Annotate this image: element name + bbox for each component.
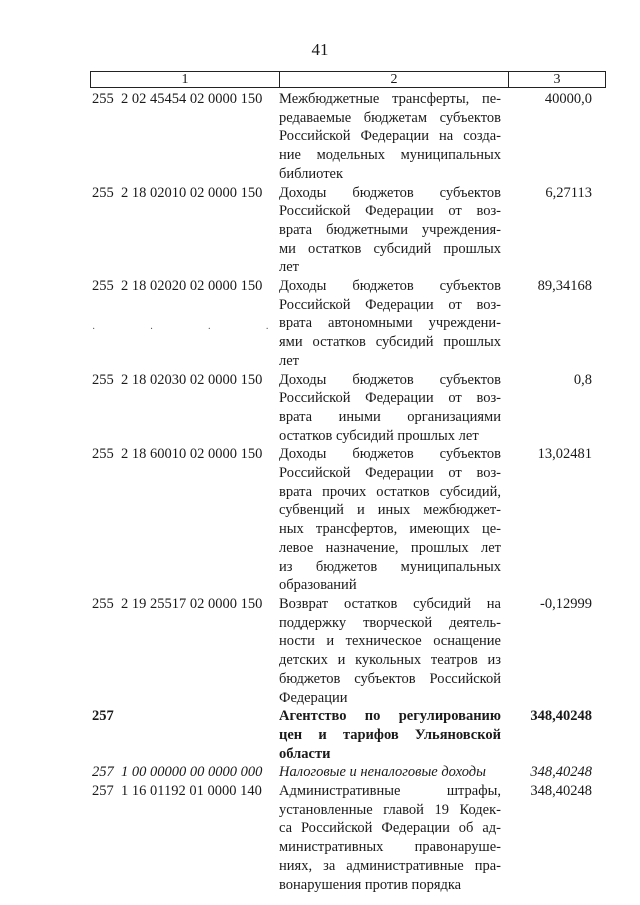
row-name-line: Российской Федерации на созда- (279, 128, 501, 145)
row-name-line: субвенций и иных межбюджет- (279, 502, 501, 519)
row-name-line: министративных правонаруше- (279, 839, 501, 856)
header-col-3: 3 (553, 72, 561, 87)
row-name-line: области (279, 745, 331, 762)
table-row (92, 782, 606, 894)
row-name-line: Доходы бюджетов субъектов (279, 278, 501, 295)
row-name-line: врата иными организациями (279, 408, 501, 425)
table-row (92, 277, 606, 371)
table-header (90, 71, 606, 88)
row-name-line: Российской Федерации от воз- (279, 390, 501, 407)
header-col-1: 1 (91, 72, 280, 87)
row-name-line: редаваемые бюджетам субъектов (279, 109, 501, 126)
page-number: 41 (311, 40, 329, 59)
row-name-line: врата прочих остатков субсидий, (279, 483, 501, 500)
row-code: 255 2 18 02020 02 0000 150 (92, 278, 263, 295)
row-name-line: остатков субсидий прошлых лет (279, 427, 479, 444)
row-name (279, 90, 501, 184)
row-name-line: ми остатков субсидий прошлых (279, 240, 501, 257)
row-name-line: Административные штрафы, (279, 783, 501, 800)
row-value: 13,02481 (537, 446, 592, 463)
table-row (92, 90, 606, 184)
row-value: 6,27113 (545, 184, 592, 201)
row-name (279, 184, 501, 278)
row-value: 40000,0 (544, 91, 592, 107)
table-row (92, 184, 606, 278)
row-name (279, 445, 501, 595)
row-code: 255 2 19 25517 02 0000 150 (92, 595, 263, 612)
row-name-line: бюджетов субъектов Российской (279, 670, 501, 687)
row-code: 257 1 00 00000 00 0000 000 (92, 764, 263, 781)
row-name-line: Налоговые и неналоговые доходы (279, 764, 486, 781)
row-name-line: Доходы бюджетов субъектов (279, 184, 501, 201)
row-value: -0,12999 (540, 595, 592, 612)
row-name-line: ями остатков субсидий прошлых (279, 334, 501, 351)
row-name-line: Доходы бюджетов субъектов (279, 371, 501, 388)
row-name-line: Российской Федерации от воз- (279, 296, 501, 313)
row-name-line: цен и тарифов Ульяновской (279, 726, 501, 743)
row-name-line: ных трансфертов, имеющих це- (279, 521, 501, 538)
row-name-line: поддержку творческой деятель- (279, 614, 501, 631)
row-name-line: Доходы бюджетов субъектов (279, 446, 501, 463)
row-name-line: лет (279, 352, 300, 369)
row-name-line: са Российской Федерации об ад- (279, 820, 501, 837)
row-name-line: Межбюджетные трансферты, пе- (279, 91, 501, 107)
table-row (92, 445, 606, 595)
table-row (92, 707, 606, 763)
row-code: 257 (92, 708, 114, 725)
row-name (279, 277, 501, 371)
table-row (92, 371, 606, 446)
row-code: 255 2 18 60010 02 0000 150 (92, 446, 263, 463)
row-name-line: детских и кукольных театров из (279, 652, 501, 669)
row-name-line: левое назначение, прошлых лет (279, 539, 501, 556)
header-col-2: 2 (280, 72, 509, 87)
row-name (279, 782, 501, 894)
row-name (279, 763, 501, 782)
row-name-line: лет (279, 259, 300, 276)
row-value: 89,34168 (537, 278, 592, 295)
row-name-line: установленные главой 19 Кодек- (279, 801, 501, 818)
scan-dots: · · · · (92, 324, 295, 335)
row-name-line: ности и техническое оснащение (279, 633, 501, 650)
row-code: 257 1 16 01192 01 0000 140 (92, 783, 262, 800)
row-value: 348,40248 (530, 708, 592, 725)
row-name-line: ние модельных муниципальных (279, 147, 501, 164)
row-name-line: Возврат остатков субсидий на (279, 595, 501, 612)
row-code: 255 2 18 02030 02 0000 150 (92, 371, 263, 388)
row-name-line: Российской Федерации от воз- (279, 465, 501, 482)
row-name-line: ниях, за административные пра- (279, 857, 501, 874)
row-name-line: Российской Федерации от воз- (279, 203, 501, 220)
table-row (92, 595, 606, 707)
row-name-line: врата автономными учреждени- (279, 315, 501, 332)
row-value: 348,40248 (530, 783, 592, 800)
row-name (279, 595, 501, 707)
row-code: 255 2 02 45454 02 0000 150 (92, 91, 263, 107)
table-body (92, 90, 606, 894)
row-code: 255 2 18 02010 02 0000 150 (92, 184, 263, 201)
row-value: 348,40248 (530, 764, 592, 781)
row-name-line: Федерации (279, 689, 348, 706)
row-name-line: Агентство по регулированию (279, 708, 501, 725)
table-row (92, 763, 606, 782)
row-name-line: библиотек (279, 165, 344, 182)
row-name-line: врата бюджетными учреждения- (279, 221, 501, 238)
row-name-line: вонарушения против порядка (279, 876, 462, 893)
row-name-line: из бюджетов муниципальных (279, 558, 501, 575)
row-name (279, 707, 501, 763)
row-value: 0,8 (573, 371, 592, 388)
row-name (279, 371, 501, 446)
row-name-line: образований (279, 577, 357, 594)
